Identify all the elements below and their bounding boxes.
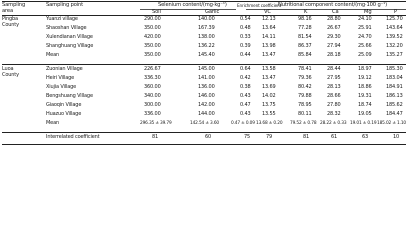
row-k: 78.41	[298, 66, 312, 72]
row-ca: 28.32	[327, 111, 341, 117]
row-coeff: 0.43	[240, 93, 251, 99]
row-ca: 28.13	[327, 84, 341, 90]
group-2-region-line2: County	[2, 72, 19, 78]
row-garlic: 167.39	[198, 25, 215, 31]
footer-value: 60	[205, 134, 212, 140]
row-vc: 14.02	[262, 93, 276, 99]
row-point: Shanghuang Village	[46, 43, 94, 49]
row-coeff: 0.33	[240, 34, 251, 40]
row-mg: 25.91	[358, 25, 372, 31]
row-ca: 28.18	[327, 52, 341, 58]
row-mg: 19.05	[358, 111, 372, 117]
header-soil: Soil	[152, 8, 161, 15]
row-point: Shaoshan Village	[46, 25, 87, 31]
row-coeff: 0.38	[240, 84, 251, 90]
row-coeff: 0.39	[240, 43, 251, 49]
row-p: 125.70	[386, 16, 403, 22]
row-p: 135.27	[386, 52, 403, 58]
row-ca: 28.66	[327, 93, 341, 99]
row-p: 185.30	[386, 66, 403, 72]
row-mg: 24.10	[358, 16, 372, 22]
row-point: Mean	[46, 52, 60, 58]
group-1-region-line2: County	[2, 22, 19, 28]
row-vc: 13.64	[262, 25, 276, 31]
row-p: 186.13	[386, 93, 403, 99]
row-k: 85.84	[298, 52, 312, 58]
row-k: 80.11	[298, 111, 312, 117]
row-soil: 350.00	[144, 52, 161, 58]
row-coeff: 0.47	[240, 102, 251, 108]
header-k: K	[304, 8, 308, 15]
footer-value: 79	[266, 134, 273, 140]
row-coeff: 0.48	[240, 25, 251, 31]
row-soil: 420.00	[144, 34, 161, 40]
row-k: 79.52 ± 0.78	[290, 121, 317, 126]
row-mg: 25.66	[358, 43, 372, 49]
header-mg: Mg	[364, 8, 372, 15]
footer-value: 10	[393, 134, 400, 140]
row-mg: 19.31	[358, 93, 372, 99]
row-k: 79.88	[298, 93, 312, 99]
row-vc: 13.68 ± 0.20	[256, 121, 283, 126]
row-p: 184.91	[386, 84, 403, 90]
row-p: 185.62	[386, 102, 403, 108]
row-k: 79.36	[298, 75, 312, 81]
row-coeff: 0.44	[240, 52, 251, 58]
row-point: Mean	[46, 120, 60, 126]
header-region-line2: area	[2, 8, 13, 14]
row-soil: 360.00	[144, 84, 161, 90]
row-garlic: 144.00	[198, 111, 215, 117]
row-soil: 350.00	[144, 25, 161, 31]
row-garlic: 142.00	[198, 102, 215, 108]
row-p: 185.02 ± 1.10	[377, 121, 406, 126]
row-k: 98.16	[298, 16, 312, 22]
footer-value: 61	[331, 134, 338, 140]
header-sampling-point: Sampling point	[46, 2, 84, 8]
row-p: 132.20	[386, 43, 403, 49]
header-vc: VC	[264, 8, 271, 15]
row-garlic: 141.00	[198, 75, 215, 81]
header-enrichment-coefficient: Enrichment coefficient	[237, 3, 282, 8]
row-point: Giaoqin Village	[46, 102, 82, 108]
bottom-rule	[2, 144, 406, 145]
row-k: 77.28	[298, 25, 312, 31]
row-garlic: 145.40	[198, 52, 215, 58]
row-soil: 226.67	[144, 66, 161, 72]
row-p: 139.52	[386, 34, 403, 40]
header-p: P	[394, 8, 397, 15]
row-point: Huazuo Village	[46, 111, 82, 117]
row-garlic: 136.22	[198, 43, 215, 49]
row-soil: 350.00	[144, 43, 161, 49]
header-ca: Ca	[332, 8, 339, 15]
row-ca: 28.22 ± 0.33	[320, 121, 347, 126]
row-coeff: 0.47 ± 0.09	[231, 121, 255, 126]
footer-value: 63	[362, 134, 369, 140]
row-garlic: 138.00	[198, 34, 215, 40]
row-coeff: 0.43	[240, 111, 251, 117]
row-garlic: 140.00	[198, 16, 215, 22]
row-vc: 13.69	[262, 84, 276, 90]
footer-label: Interrelated coefficient	[46, 134, 100, 140]
group-2-region: Luoa	[2, 66, 14, 72]
row-point: Bengshuang Village	[46, 93, 93, 99]
footer-value: 81	[303, 134, 310, 140]
row-ca: 28.80	[327, 16, 341, 22]
row-p: 143.64	[386, 25, 403, 31]
group-divider-rule	[2, 64, 406, 65]
row-soil: 340.00	[144, 93, 161, 99]
row-vc: 14.11	[262, 34, 276, 40]
row-garlic: 146.00	[198, 93, 215, 99]
row-point: Heiri Village	[46, 75, 75, 81]
row-soil: 300.00	[144, 102, 161, 108]
row-soil: 290.00	[144, 16, 161, 22]
row-ca: 28.44	[327, 66, 341, 72]
row-ca: 26.67	[327, 25, 341, 31]
row-k: 86.37	[298, 43, 312, 49]
row-vc: 13.47	[262, 75, 276, 81]
row-point: Zuonian Village	[46, 66, 83, 72]
row-vc: 13.47	[262, 52, 276, 58]
row-vc: 13.55	[262, 111, 276, 117]
row-p: 184.47	[386, 111, 403, 117]
row-soil: 296.35 ± 39.79	[140, 121, 172, 126]
row-soil: 336.30	[144, 75, 161, 81]
row-point: Yuanzi village	[46, 16, 78, 22]
row-mg: 24.70	[358, 34, 372, 40]
row-vc: 13.58	[262, 66, 276, 72]
row-ca: 29.30	[327, 34, 341, 40]
row-garlic: 145.00	[198, 66, 215, 72]
row-k: 81.54	[298, 34, 312, 40]
row-vc: 13.98	[262, 43, 276, 49]
row-garlic: 142.54 ± 3.60	[190, 121, 219, 126]
row-coeff: 0.42	[240, 75, 251, 81]
row-vc: 13.75	[262, 102, 276, 108]
row-ca: 27.95	[327, 75, 341, 81]
row-vc: 12.13	[262, 16, 276, 22]
row-garlic: 136.00	[198, 84, 215, 90]
row-point: Xulendianan Village	[46, 34, 93, 40]
row-ca: 27.94	[327, 43, 341, 49]
footer-value: 81	[152, 134, 159, 140]
footer-rule	[2, 132, 406, 133]
row-mg: 18.74	[358, 102, 372, 108]
row-p: 183.04	[386, 75, 403, 81]
row-mg: 18.97	[358, 66, 372, 72]
footer-value: 75	[244, 134, 251, 140]
row-ca: 27.80	[327, 102, 341, 108]
group-1-region: Pingba	[2, 16, 18, 22]
header-nutrition-group: Nutritional component content/(mg·100 g⁻¹)	[278, 2, 387, 8]
header-selenium-group: Selenium content/(mg·kg⁻¹)	[158, 2, 227, 8]
row-coeff: 0.64	[240, 66, 251, 72]
header-garlic: Garlic	[205, 8, 220, 15]
row-k: 78.95	[298, 102, 312, 108]
row-soil: 336.00	[144, 111, 161, 117]
row-mg: 18.86	[358, 84, 372, 90]
header-region: Sampling	[2, 2, 26, 8]
row-mg: 25.09	[358, 52, 372, 58]
row-coeff: 0.54	[240, 16, 251, 22]
row-mg: 19.01 ± 0.19	[350, 121, 377, 126]
row-point: Xiujia Village	[46, 84, 77, 90]
row-k: 80.42	[298, 84, 312, 90]
row-mg: 19.12	[358, 75, 372, 81]
